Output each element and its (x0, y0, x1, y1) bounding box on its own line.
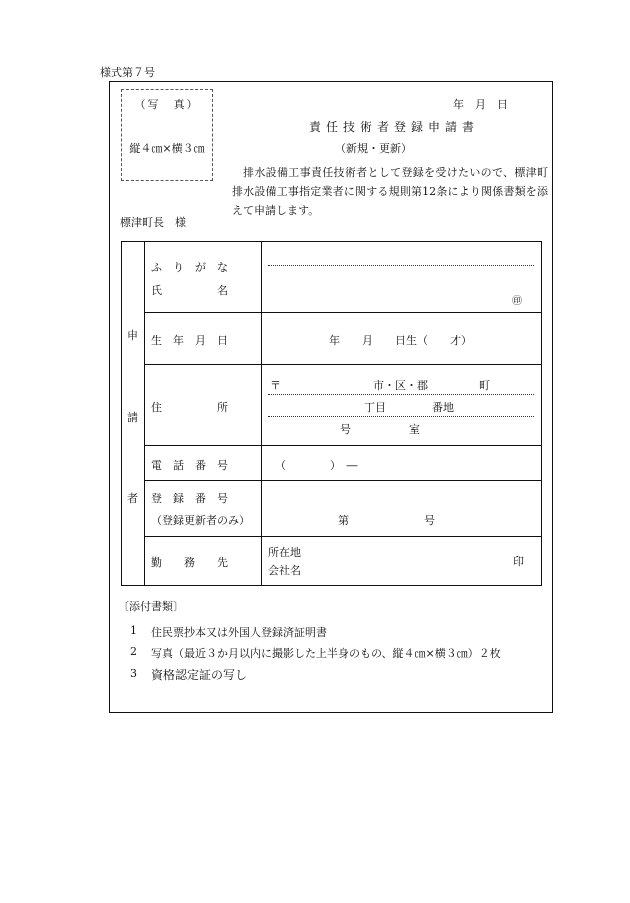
address-city: 市・区・郡 (373, 379, 428, 392)
addressee: 標津町長 様 (120, 216, 186, 229)
address-line-1[interactable] (268, 394, 534, 395)
attachments-title: 〔添付書類〕 (118, 600, 184, 613)
application-statement: 排水設備工事責任技術者として登録を受けたいので、標津町排水設備工事指定業者に関する規則第12条により関係書類を添えて申請します。 (232, 166, 548, 217)
date-line: 年 月 日 (453, 98, 508, 111)
birth-value: 年 月 日生（ 才） (329, 334, 472, 347)
attachment-item: 写真（最近３か月以内に撮影した上半身のもの、縦４㎝×横３㎝）２枚 (151, 647, 501, 660)
name-label: 氏 名 (151, 284, 228, 297)
phone-value: （ ） ― (275, 459, 358, 472)
photo-label: （写 真） (134, 98, 200, 111)
form-number: 様式第７号 (100, 66, 155, 79)
address-label: 住 所 (151, 401, 228, 414)
work-label: 勤 務 先 (151, 556, 228, 569)
birth-label: 生 年 月 日 (151, 334, 228, 347)
reg-no-go: 号 (424, 514, 435, 527)
table-divider (261, 242, 262, 585)
address-line-2[interactable] (268, 416, 534, 417)
attachment-item: 資格認定証の写し (151, 668, 248, 682)
form-subtitle: （新規・更新） (335, 142, 412, 155)
address-go: 号 (340, 423, 351, 436)
seal-mark: ㊞ (512, 296, 522, 307)
reg-no-note: （登録更新者のみ） (151, 514, 250, 527)
postal-mark: 〒 (270, 379, 281, 392)
reg-no-label: 登 録 番 号 (151, 492, 228, 505)
applicant-label-3: 者 (127, 492, 138, 505)
address-shitsu: 室 (409, 423, 420, 436)
table-divider (144, 536, 541, 537)
work-location: 所在地 (268, 546, 301, 559)
address-town: 町 (479, 379, 490, 392)
photo-size: 縦４㎝×横３㎝ (129, 142, 205, 155)
applicant-label-2: 請 (127, 411, 138, 424)
address-banchi: 番地 (432, 401, 454, 414)
form-title: 責任技術者登録申請書 (309, 120, 480, 134)
work-seal: 印 (513, 555, 524, 568)
table-divider (144, 242, 145, 585)
address-chome: 丁目 (364, 401, 386, 414)
furigana-line[interactable] (268, 265, 534, 266)
furigana-label: ふ り が な (151, 261, 228, 274)
attachment-num: 2 (130, 645, 137, 658)
applicant-table (121, 241, 542, 586)
table-divider (144, 312, 541, 313)
table-divider (144, 445, 541, 446)
phone-label: 電 話 番 号 (151, 459, 228, 472)
table-divider (144, 480, 541, 481)
attachment-item: 住民票抄本又は外国人登録済証明書 (151, 626, 327, 639)
table-divider (144, 364, 541, 365)
photo-box (121, 89, 213, 181)
reg-no-dai: 第 (338, 514, 349, 527)
attachment-num: 3 (130, 667, 137, 680)
applicant-label-1: 申 (127, 329, 138, 342)
attachment-num: 1 (130, 624, 137, 637)
work-company: 会社名 (268, 564, 301, 577)
